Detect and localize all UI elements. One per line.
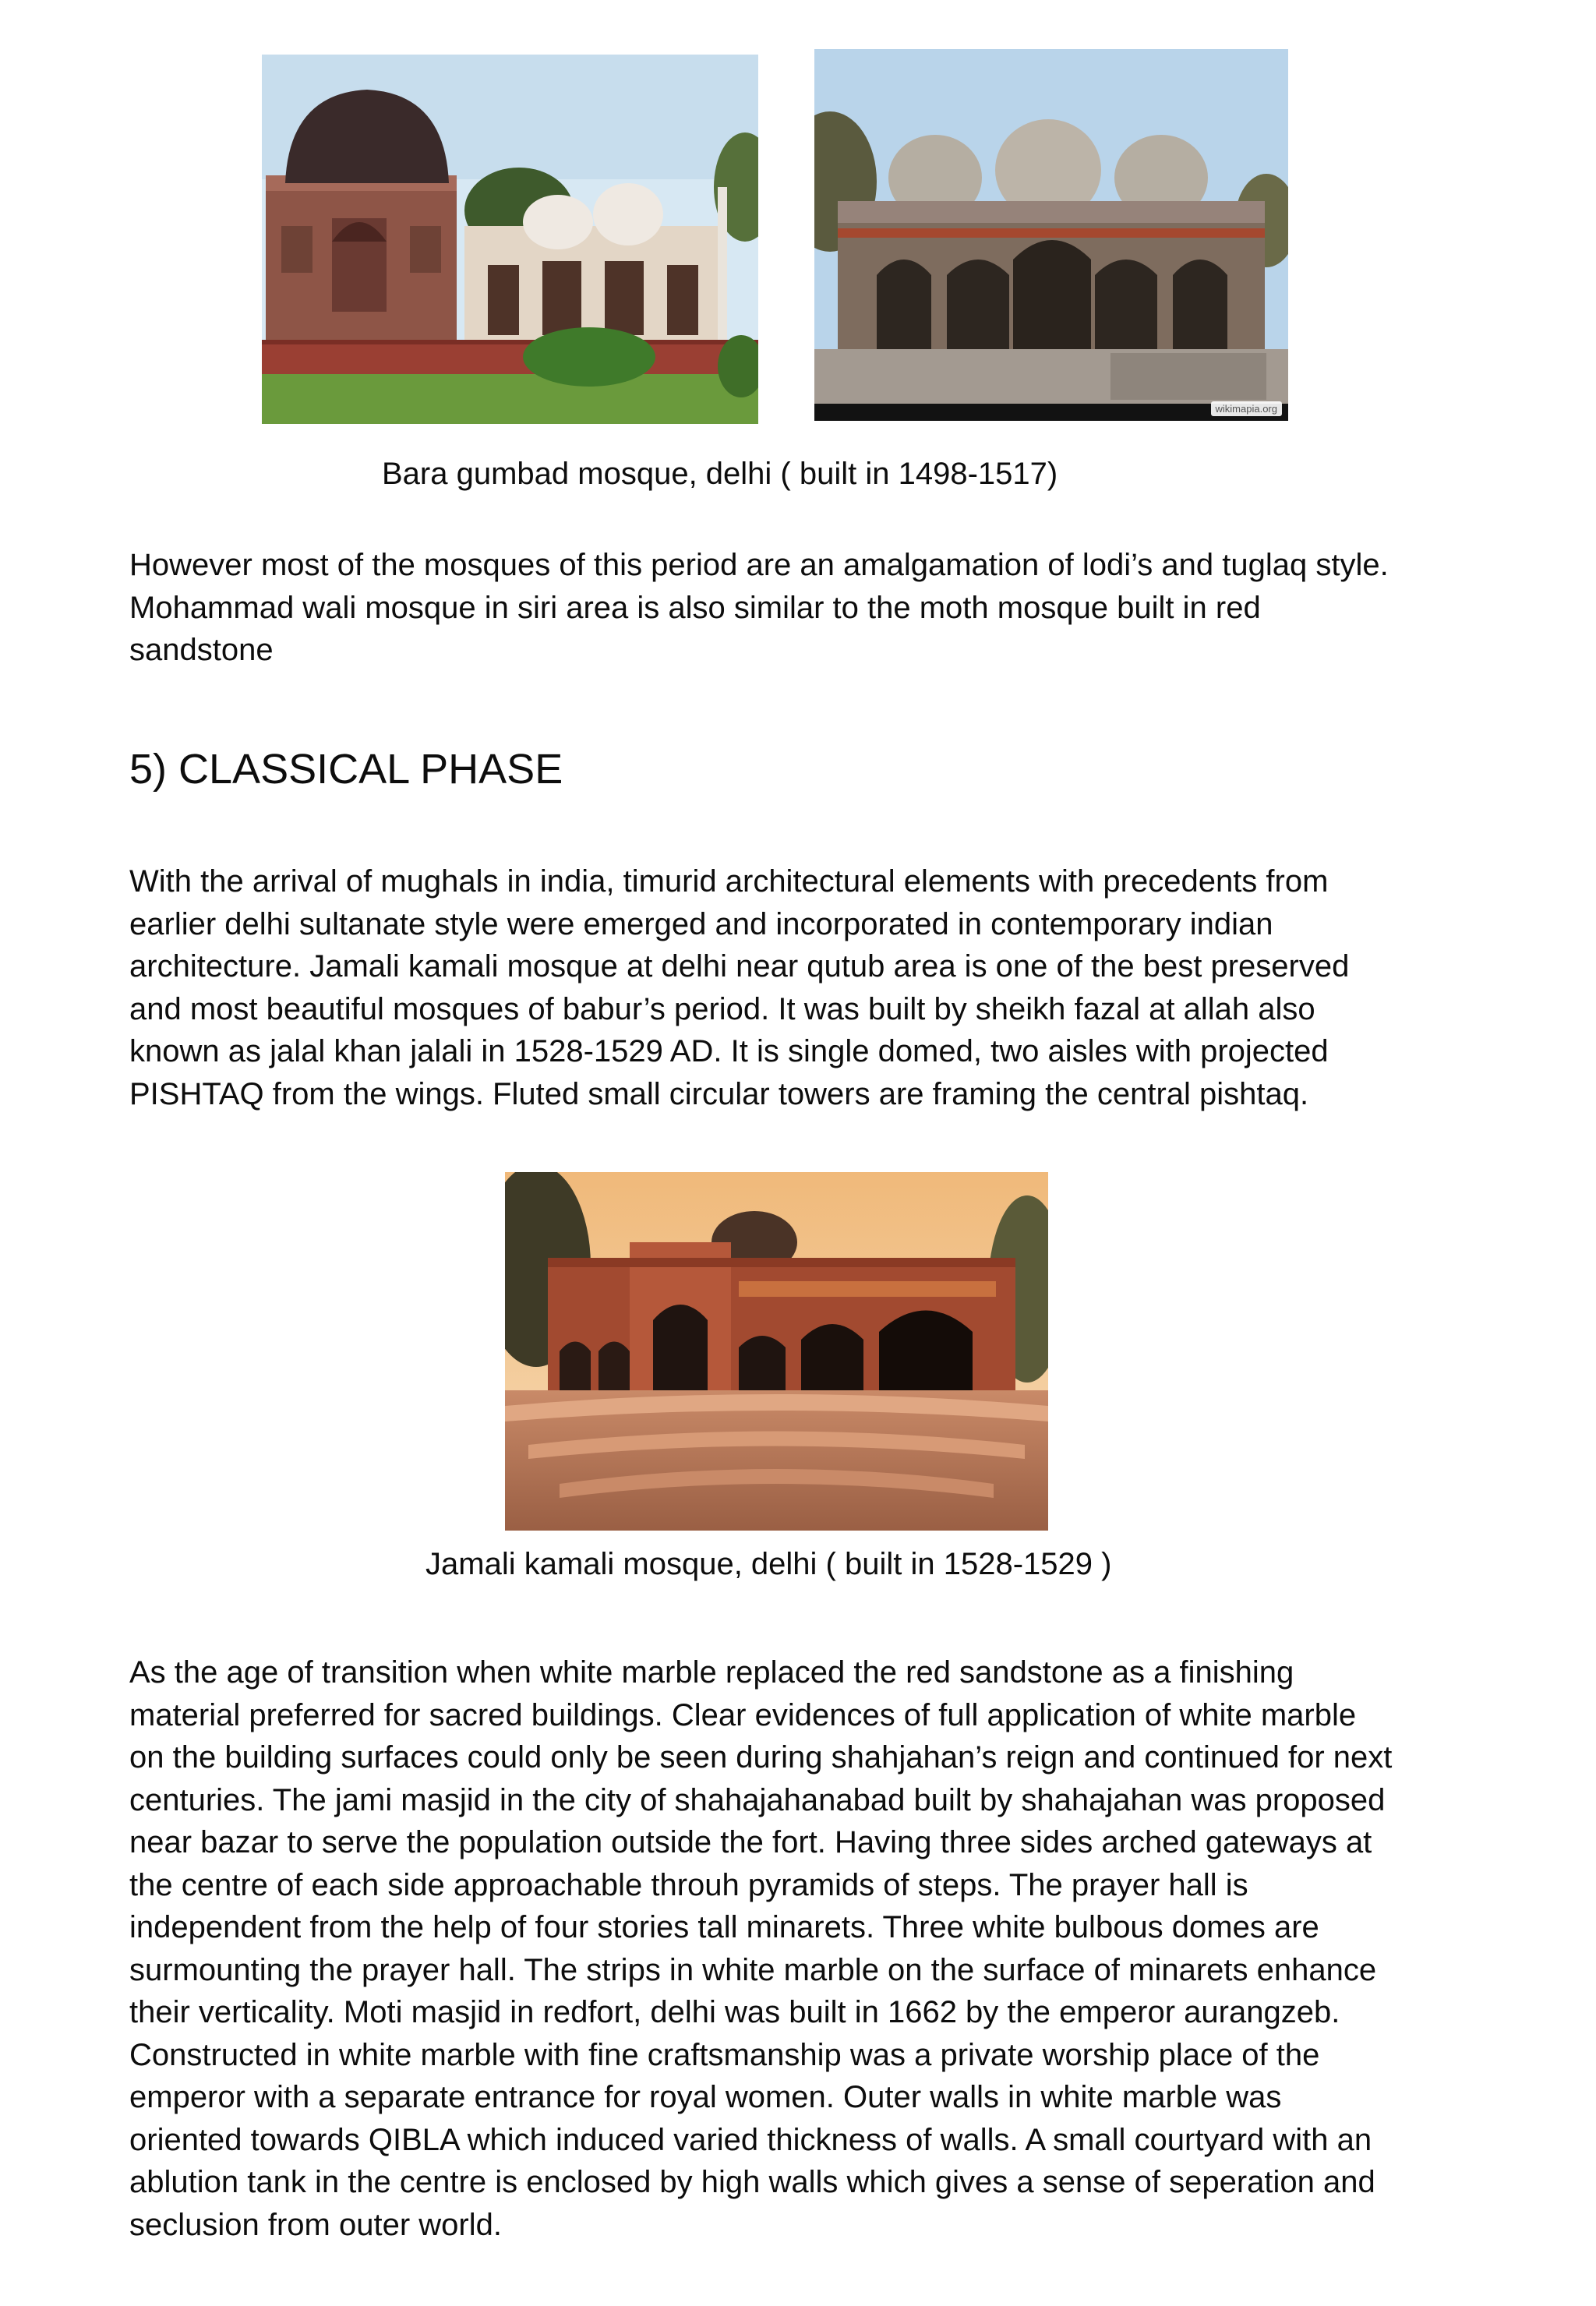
watermark-label: wikimapia.org — [1211, 401, 1282, 416]
paragraph-line: earlier delhi sultanate style were emerged and incorporated in contemporary indian — [129, 906, 1273, 941]
paragraph-line: architecture. Jamali kamali mosque at delhi near qutub area is one of the best preserved — [129, 949, 1350, 983]
paragraph-line: near bazar to serve the population outside the fort. Having three sides arched gateways at — [129, 1825, 1372, 1859]
paragraph-line: material preferred for sacred buildings. Clear evidences of full application of white marble — [129, 1697, 1357, 1732]
paragraph-line: sandstone — [129, 633, 274, 667]
paragraph-1 — [129, 544, 1470, 672]
paragraph-line: and most beautiful mosques of babur’s period. It was built by sheikh fazal at allah also — [129, 991, 1315, 1026]
paragraph-line: PISHTAQ from the wings. Fluted small circular towers are framing the central pishtaq. — [129, 1076, 1309, 1111]
paragraph-line: surmounting the prayer hall. The strips in white marble on the surface of minarets enhance — [129, 1952, 1377, 1987]
paragraph-line: oriented towards QIBLA which induced varied thickness of walls. A small courtyard with an — [129, 2122, 1372, 2157]
section-heading: 5) CLASSICAL PHASE — [129, 746, 563, 793]
paragraph-line: known as jalal khan jalali in 1528-1529 AD. It is single domed, two aisles with projected — [129, 1034, 1329, 1068]
paragraph-line: emperor with a separate entrance for royal women. Outer walls in white marble was — [129, 2080, 1282, 2114]
moth-ki-masjid-photo — [814, 49, 1288, 421]
paragraph-3 — [129, 1651, 1470, 2246]
paragraph-line: centuries. The jami masjid in the city of shahajahanabad built by shahajahan was proposed — [129, 1782, 1386, 1817]
paragraph-line: on the building surfaces could only be seen during shahjahan’s reign and continued for next — [129, 1740, 1393, 1775]
paragraph-line: their verticality. Moti masjid in redfort, delhi was built in 1662 by the emperor aurangzeb. — [129, 1995, 1340, 2029]
paragraph-line: the centre of each side approachable throuh pyramids of steps. The prayer hall is — [129, 1867, 1248, 1902]
paragraph-line: As the age of transition when white marble replaced the red sandstone as a finishing — [129, 1655, 1294, 1690]
figure2-caption: Jamali kamali mosque, delhi ( built in 1528-1529 ) — [425, 1547, 1112, 1581]
paragraph-line: ablution tank in the centre is enclosed by high walls which gives a sense of seperation and — [129, 2165, 1375, 2199]
paragraph-line: seclusion from outer world. — [129, 2207, 502, 2242]
paragraph-2 — [129, 860, 1470, 1115]
paragraph-line: With the arrival of mughals in india, timurid architectural elements with precedents from — [129, 864, 1329, 899]
paragraph-line: However most of the mosques of this period are an amalgamation of lodi’s and tuglaq style. — [129, 548, 1389, 582]
bara-gumbad-photo — [262, 55, 758, 424]
paragraph-line: Constructed in white marble with fine craftsmanship was a private worship place of the — [129, 2037, 1320, 2072]
jamali-kamali-photo — [505, 1172, 1048, 1531]
paragraph-line: Mohammad wali mosque in siri area is also similar to the moth mosque built in red — [129, 590, 1261, 625]
paragraph-line: independent from the help of four stories tall minarets. Three white bulbous domes are — [129, 1910, 1319, 1944]
figure1-caption: Bara gumbad mosque, delhi ( built in 1498-1517) — [382, 457, 1058, 491]
